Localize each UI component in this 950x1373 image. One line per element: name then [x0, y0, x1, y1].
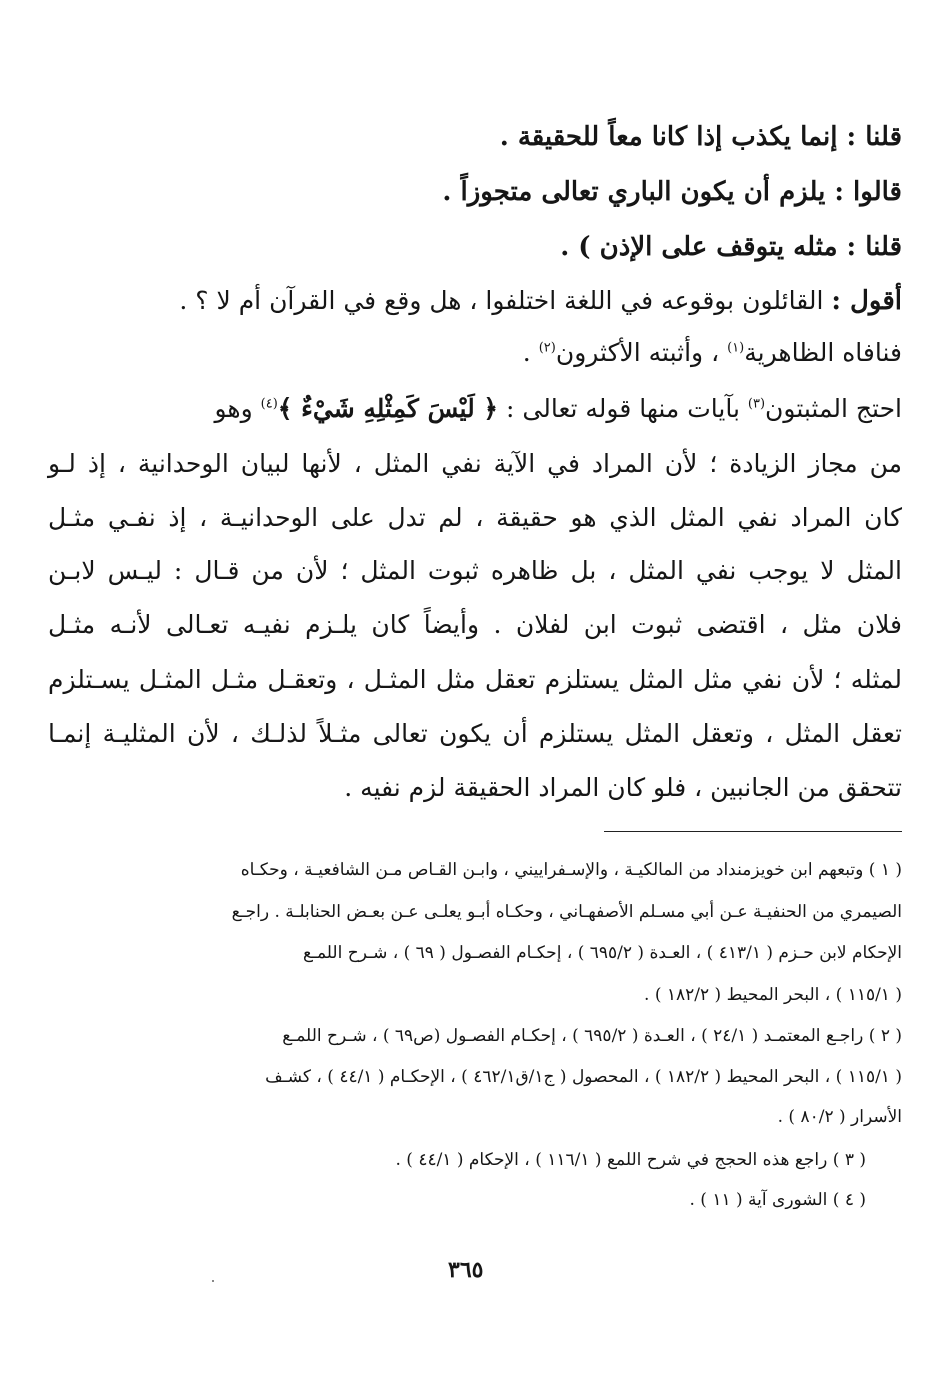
footnote-2-line-2: ( ١١٥/١ ) ، البحر المحيط ( ١٨٢/٢ ) ، المحصول ( ج١/ق٤٦٢/١ ) ، الإحكـام ( ٤٤/١ ) ، كشـف: [265, 1067, 902, 1087]
footnote-1-line-1: ( ١ ) وتبعهم ابن خويزمنداد من المالكيـة ، والإسـفراييني ، وابـن القـاص مـن الشافعيـة ، وحكـاه: [240, 860, 902, 880]
text-line-3: قلنا : مثله يتوقف على الإذن ) .: [560, 232, 902, 262]
text-line-13: تتحقق من الجانبين ، فلو كان المراد الحقيقة لزم نفيه .: [344, 773, 902, 802]
text-line-9: المثل لا يوجب نفي المثل ، بل ظاهره ثبوت المثل ؛ لأن من قـال : ليـس لابـن: [48, 556, 902, 585]
footnote-mark-3: (٣): [747, 396, 766, 412]
wa-huwa-text: وهو: [214, 394, 253, 423]
footnote-3: ( ٣ ) راجع هذه الحجج في شرح اللمع ( ١١٦/١ ) ، الإحكام ( ٤٤/١ ) .: [395, 1150, 866, 1170]
text-line-1: قلنا : إنما يكذب إذا كانا معاً للحقيقة .: [499, 122, 902, 152]
text-line-7: من مجاز الزيادة ؛ لأن المراد في الآية نفي المثل ، لأنها لبيان الوحدانية ، إذ لـو: [48, 449, 902, 478]
bi-ayat-text: بآيات منها قوله تعالى :: [506, 394, 740, 423]
text-line-4-body: القائلون بوقوعه في اللغة اختلفوا ، هل وقع في القرآن أم لا ؟ .: [179, 286, 824, 315]
quran-verse: ﴿ لَيْسَ كَمِثْلِهِ شَيْءٌ ﴾: [277, 394, 499, 423]
text-line-12: تعقل المثل ، وتعقل المثل يستلزم أن يكون تعالى مثـلاً لذلـك ، لأن المثليـة إنمـا: [48, 719, 902, 748]
footnote-mark-1: (١): [727, 340, 745, 356]
text-line-10: فلان مثل ، اقتضى ثبوت ابن لفلان . وأيضاً كان يلـزم نفيـه تعـالى لأنـه مثـل: [48, 610, 902, 639]
footnote-separator: [604, 831, 902, 832]
footnote-1-line-4: ( ١١٥/١ ) ، البحر المحيط ( ١٨٢/٢ ) .: [644, 985, 902, 1005]
text-line-6: [112, 392, 902, 426]
footnote-2-line-1: ( ٢ ) راجـع المعتمـد ( ٢٤/١ ) ، العـدة ( ٦٩٥/٢ ) ، إحكـام الفصـول (ص٦٩ ) ، شـرح اللمـع: [282, 1026, 902, 1046]
text-line-4: [179, 284, 902, 318]
text-line-2: قالوا : يلزم أن يكون الباري تعالى متجوزاً .: [442, 177, 902, 207]
footnote-mark-2: (٢): [538, 340, 556, 356]
line-5-end: .: [522, 338, 531, 367]
footnote-4: ( ٤ ) الشورى آية ( ١١ ) .: [689, 1190, 866, 1210]
text-line-5: [523, 336, 902, 370]
footnote-2-line-3: الأسرار ( ٨٠/٢ ) .: [777, 1107, 902, 1127]
scan-speck: [212, 1280, 214, 1282]
zahiriya-text: فنافاه الظاهرية: [744, 338, 902, 367]
footnote-1-line-2: الصيمري من الحنفيـة عـن أبي مسـلم الأصفهـاني ، وحكـاه أبـو يعلـى عـن بعـض الحنابلـة . راجـع: [231, 902, 902, 922]
page-number: ٣٦٥: [448, 1257, 484, 1283]
text-line-8: كان المراد نفي المثل الذي هو حقيقة ، لم تدل على الوحدانيـة ، إذ نفـي مثـل: [48, 503, 902, 532]
footnote-mark-4: (٤): [260, 396, 278, 412]
aqulu-label: أقول :: [831, 286, 902, 316]
aktharun-text: ، وأثبته الأكثرون: [555, 338, 720, 367]
footnote-1-line-3: الإحكام لابن حـزم ( ٤١٣/١ ) ، العـدة ( ٦٩٥/٢ ) ، إحكـام الفصـول ( ٦٩ ) ، شـرح اللمـع: [302, 943, 902, 963]
text-line-11: لمثله ؛ لأن نفي مثل المثل يستلزم تعقل مثل المثـل ، وتعقـل مثـل المثـل يسـتلزم: [48, 665, 902, 694]
muthbitun-text: احتج المثبتون: [765, 394, 902, 423]
